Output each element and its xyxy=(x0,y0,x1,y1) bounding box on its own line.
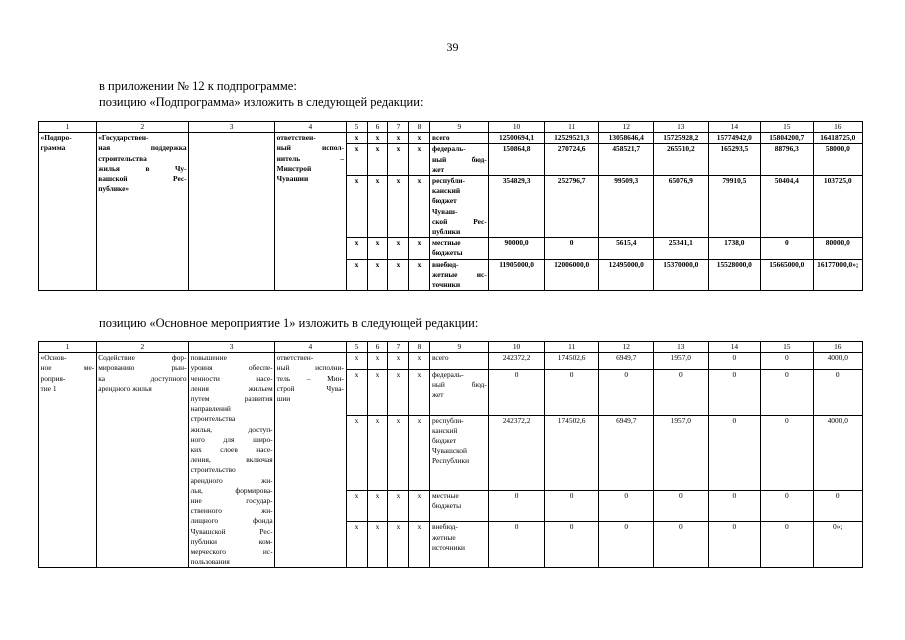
amount-cell: 0 xyxy=(813,491,862,522)
code-mark-cell: x xyxy=(346,176,367,238)
amount-cell: 79910,5 xyxy=(708,176,760,238)
cell-line: республи- xyxy=(431,176,465,186)
column-number-cell: 5 xyxy=(346,122,367,133)
amount-cell: 0 xyxy=(761,491,813,522)
amount-cell: 0 xyxy=(708,353,760,369)
amount-cell: 4000,0 xyxy=(813,415,862,491)
goal-cell xyxy=(189,353,275,568)
cell-line: строительства xyxy=(190,414,236,424)
amount-cell: 1957,0 xyxy=(654,353,709,369)
funding-source-cell xyxy=(430,353,489,369)
funding-source-cell xyxy=(430,238,489,259)
code-mark-cell: x xyxy=(346,491,367,522)
cell-line: ный бюд- xyxy=(431,154,487,164)
amount-cell: 12006000,0 xyxy=(544,259,599,291)
code-mark-cell: x xyxy=(367,133,388,144)
cell-line: ления, включая xyxy=(190,455,273,465)
cell-line: федераль- xyxy=(431,144,466,154)
code-mark-cell: x xyxy=(367,259,388,291)
amount-cell: 0 xyxy=(708,491,760,522)
column-number-cell: 16 xyxy=(813,342,862,353)
column-number-cell: 7 xyxy=(388,342,409,353)
cell-line: ка доступного xyxy=(98,373,187,383)
amount-cell: 99509,3 xyxy=(599,176,654,238)
code-mark-cell: x xyxy=(409,491,430,522)
amount-cell: 13058646,4 xyxy=(599,133,654,144)
cell-line: ный испол- xyxy=(276,143,345,153)
cell-line: Чувашии xyxy=(276,174,309,184)
code-mark-cell: x xyxy=(388,259,409,291)
code-mark-cell: x xyxy=(388,133,409,144)
code-mark-cell: x xyxy=(346,522,367,568)
code-mark-cell: x xyxy=(346,144,367,176)
column-number-cell: 2 xyxy=(96,122,188,133)
code-mark-cell: x xyxy=(367,415,388,491)
status-cell xyxy=(39,353,97,568)
amount-cell: 354829,3 xyxy=(489,176,545,238)
cell-line: жет xyxy=(431,164,445,174)
amount-cell: 150864,8 xyxy=(489,144,545,176)
cell-line: источники xyxy=(431,542,465,552)
amount-cell: 15804200,7 xyxy=(761,133,813,144)
amount-cell: 6949,7 xyxy=(599,415,654,491)
funding-row xyxy=(39,133,863,144)
code-mark-cell: x xyxy=(346,369,367,415)
code-mark-cell: x xyxy=(388,491,409,522)
code-mark-cell: x xyxy=(409,144,430,176)
cell-line: точники xyxy=(431,280,461,290)
amount-cell: 6949,7 xyxy=(599,353,654,369)
executor-cell xyxy=(275,133,346,291)
amount-cell: 80000,0 xyxy=(813,238,862,259)
cell-line: тель – Мин- xyxy=(276,373,345,383)
cell-line: ная поддержка xyxy=(98,143,187,153)
column-number-cell: 3 xyxy=(189,122,275,133)
column-number-cell: 14 xyxy=(708,342,760,353)
intro-text-measure-1: позицию «Основное мероприятие 1» изложить в следующей редакции: xyxy=(99,316,479,330)
column-number-cell: 15 xyxy=(761,122,813,133)
code-mark-cell: x xyxy=(409,259,430,291)
column-number-cell: 5 xyxy=(346,342,367,353)
column-number-cell: 16 xyxy=(813,122,862,133)
amount-cell: 15665000,0 xyxy=(761,259,813,291)
amount-cell: 252796,7 xyxy=(544,176,599,238)
column-number-cell: 11 xyxy=(544,122,599,133)
amount-cell: 0 xyxy=(599,369,654,415)
column-number-cell: 12 xyxy=(599,342,654,353)
amount-cell: 458521,7 xyxy=(599,144,654,176)
cell-line: «Подпро- xyxy=(40,133,72,143)
amount-cell: 0 xyxy=(761,369,813,415)
cell-line: строительство xyxy=(190,465,236,475)
funding-row xyxy=(39,353,863,369)
column-number-cell: 6 xyxy=(367,122,388,133)
amount-cell: 15774942,0 xyxy=(708,133,760,144)
funding-source-cell xyxy=(430,415,489,491)
cell-line: жилья в Чу- xyxy=(98,163,187,173)
amount-cell: 270724,6 xyxy=(544,144,599,176)
cell-line: всего xyxy=(431,133,450,143)
amount-cell: 0 xyxy=(544,522,599,568)
cell-line: ного для широ- xyxy=(190,434,273,444)
amount-cell: 0 xyxy=(544,491,599,522)
column-number-cell: 8 xyxy=(409,342,430,353)
cell-line: нитель – xyxy=(276,153,345,163)
code-mark-cell: x xyxy=(367,369,388,415)
amount-cell: 0 xyxy=(489,491,545,522)
goal-cell xyxy=(189,133,275,291)
amount-cell: 0 xyxy=(489,369,545,415)
cell-line: пользования xyxy=(190,557,230,567)
code-mark-cell: x xyxy=(367,238,388,259)
column-number-cell: 3 xyxy=(189,342,275,353)
code-mark-cell: x xyxy=(388,522,409,568)
cell-line: жетные xyxy=(431,532,456,542)
cell-line: повышение xyxy=(190,353,227,363)
cell-line: Чувашской Рес- xyxy=(190,526,273,536)
column-number-cell: 6 xyxy=(367,342,388,353)
code-mark-cell: x xyxy=(409,415,430,491)
amount-cell: 0 xyxy=(708,522,760,568)
cell-line: путем развития xyxy=(190,394,273,404)
amount-cell: 0 xyxy=(654,522,709,568)
code-mark-cell: x xyxy=(388,144,409,176)
cell-line: лья, формирова- xyxy=(190,485,273,495)
code-mark-cell: x xyxy=(367,353,388,369)
amount-cell: 15528000,0 xyxy=(708,259,760,291)
cell-line: жетные ис- xyxy=(431,269,487,279)
column-number-cell: 4 xyxy=(275,122,346,133)
column-number-cell: 10 xyxy=(489,122,545,133)
cell-line: строительства xyxy=(98,153,147,163)
code-mark-cell: x xyxy=(409,176,430,238)
column-number-cell: 1 xyxy=(39,122,97,133)
amount-cell: 0 xyxy=(761,522,813,568)
cell-line: бюджет xyxy=(431,196,457,206)
column-number-cell: 12 xyxy=(599,122,654,133)
column-number-cell: 13 xyxy=(654,342,709,353)
cell-line: Чуваш- xyxy=(431,206,458,216)
code-mark-cell: x xyxy=(409,238,430,259)
executor-cell xyxy=(275,353,346,568)
funding-source-cell xyxy=(430,369,489,415)
cell-line: уровня обеспе- xyxy=(190,363,273,373)
code-mark-cell: x xyxy=(346,415,367,491)
code-mark-cell: x xyxy=(346,133,367,144)
column-number-cell: 1 xyxy=(39,342,97,353)
cell-line: Республики xyxy=(431,456,470,466)
cell-line: канский xyxy=(431,425,458,435)
amount-cell: 174502,6 xyxy=(544,353,599,369)
funding-source-cell xyxy=(430,259,489,291)
amount-cell: 0 xyxy=(654,369,709,415)
code-mark-cell: x xyxy=(409,369,430,415)
amount-cell: 265510,2 xyxy=(654,144,709,176)
funding-source-cell xyxy=(430,491,489,522)
amount-cell: 88796,3 xyxy=(761,144,813,176)
amount-cell: 0 xyxy=(544,369,599,415)
code-mark-cell: x xyxy=(367,491,388,522)
amount-cell: 12495000,0 xyxy=(599,259,654,291)
cell-line: бюджеты xyxy=(431,501,462,511)
code-mark-cell: x xyxy=(346,353,367,369)
cell-line: Чувашской xyxy=(431,446,467,456)
amount-cell: 103725,0 xyxy=(813,176,862,238)
cell-line: внебюд- xyxy=(431,522,458,532)
cell-line: мерческого ис- xyxy=(190,547,273,557)
funding-source-cell xyxy=(430,522,489,568)
code-mark-cell: x xyxy=(367,522,388,568)
amount-cell: 16418725,0 xyxy=(813,133,862,144)
amount-cell: 58000,0 xyxy=(813,144,862,176)
amount-cell: 0 xyxy=(708,415,760,491)
cell-line: ской Рес- xyxy=(431,216,487,226)
cell-line: строй Чува- xyxy=(276,383,345,393)
cell-line: Минстрой xyxy=(276,163,312,173)
amount-cell: 0 xyxy=(708,369,760,415)
code-mark-cell: x xyxy=(367,176,388,238)
code-mark-cell: x xyxy=(388,369,409,415)
amount-cell: 5615,4 xyxy=(599,238,654,259)
column-number-row xyxy=(39,122,863,133)
code-mark-cell: x xyxy=(388,353,409,369)
amount-cell: 90000,0 xyxy=(489,238,545,259)
amount-cell: 1738,0 xyxy=(708,238,760,259)
amount-cell: 11905000,0 xyxy=(489,259,545,291)
cell-line: публики ком- xyxy=(190,536,273,546)
cell-line: грамма xyxy=(40,143,66,153)
cell-line: мированию рын- xyxy=(98,363,187,373)
code-mark-cell: x xyxy=(388,176,409,238)
amount-cell: 0 xyxy=(761,415,813,491)
cell-line: арендного жилья xyxy=(98,383,152,393)
cell-line: ное ме- xyxy=(40,363,95,373)
intro-text-appendix: в приложении № 12 к подпрограмме: xyxy=(99,79,297,93)
cell-line: местные xyxy=(431,491,459,501)
name-cell xyxy=(96,133,188,291)
amount-cell: 0 xyxy=(599,491,654,522)
code-mark-cell: x xyxy=(388,415,409,491)
amount-cell: 15725928,2 xyxy=(654,133,709,144)
cell-line: Содействие фор- xyxy=(98,353,187,363)
name-cell xyxy=(96,353,188,568)
code-mark-cell: x xyxy=(388,238,409,259)
column-number-cell: 2 xyxy=(96,342,188,353)
cell-line: республи- xyxy=(431,415,464,425)
amount-cell: 15370000,0 xyxy=(654,259,709,291)
cell-line: внебюд- xyxy=(431,259,459,269)
cell-line: шии xyxy=(276,394,291,404)
measure-1-funding-table xyxy=(38,341,863,568)
amount-cell: 0 xyxy=(761,353,813,369)
amount-cell: 174502,6 xyxy=(544,415,599,491)
cell-line: тие 1 xyxy=(40,383,57,393)
subprogram-funding-table xyxy=(38,121,863,291)
cell-line: всего xyxy=(431,353,449,363)
cell-line: ответствен- xyxy=(276,353,314,363)
cell-line: арендного жи- xyxy=(190,475,273,485)
column-number-cell: 8 xyxy=(409,122,430,133)
column-number-cell: 9 xyxy=(430,342,489,353)
column-number-cell: 10 xyxy=(489,342,545,353)
amount-cell: 0»; xyxy=(813,522,862,568)
amount-cell: 242372,2 xyxy=(489,415,545,491)
cell-line: ный исполни- xyxy=(276,363,345,373)
cell-line: ких слоев насе- xyxy=(190,445,273,455)
funding-source-cell xyxy=(430,144,489,176)
code-mark-cell: x xyxy=(346,238,367,259)
code-mark-cell: x xyxy=(346,259,367,291)
amount-cell: 4000,0 xyxy=(813,353,862,369)
amount-cell: 0 xyxy=(599,522,654,568)
column-number-cell: 13 xyxy=(654,122,709,133)
amount-cell: 0 xyxy=(544,238,599,259)
code-mark-cell: x xyxy=(409,353,430,369)
column-number-cell: 9 xyxy=(430,122,489,133)
cell-line: ления жильем xyxy=(190,383,273,393)
intro-text-subprogram: позицию «Подпрограмма» изложить в следующей редакции: xyxy=(99,95,424,109)
column-number-cell: 11 xyxy=(544,342,599,353)
cell-line: вашской Рес- xyxy=(98,174,187,184)
amount-cell: 16177000,0»; xyxy=(813,259,862,291)
cell-line: федераль- xyxy=(431,369,464,379)
column-number-cell: 7 xyxy=(388,122,409,133)
cell-line: бюджеты xyxy=(431,248,463,258)
cell-line: «Государствен- xyxy=(98,133,149,143)
cell-line: жилья, доступ- xyxy=(190,424,273,434)
cell-line: ченности насе- xyxy=(190,373,273,383)
cell-line: «Основ- xyxy=(40,353,67,363)
status-cell xyxy=(39,133,97,291)
code-mark-cell: x xyxy=(409,133,430,144)
funding-source-cell xyxy=(430,133,489,144)
column-number-cell: 14 xyxy=(708,122,760,133)
cell-line: ный бюд- xyxy=(431,379,487,389)
cell-line: ответствен- xyxy=(276,133,316,143)
cell-line: направлений xyxy=(190,404,231,414)
amount-cell: 65076,9 xyxy=(654,176,709,238)
code-mark-cell: x xyxy=(367,144,388,176)
cell-line: ственного жи- xyxy=(190,506,273,516)
amount-cell: 0 xyxy=(761,238,813,259)
amount-cell: 165293,5 xyxy=(708,144,760,176)
code-mark-cell: x xyxy=(409,522,430,568)
amount-cell: 12529521,3 xyxy=(544,133,599,144)
cell-line: канский xyxy=(431,186,461,196)
cell-line: бюджет xyxy=(431,435,457,445)
cell-line: публике» xyxy=(98,184,130,194)
cell-line: роприя- xyxy=(40,373,66,383)
amount-cell: 242372,2 xyxy=(489,353,545,369)
cell-line: ние государ- xyxy=(190,496,273,506)
column-number-cell: 15 xyxy=(761,342,813,353)
column-number-cell: 4 xyxy=(275,342,346,353)
amount-cell: 0 xyxy=(654,491,709,522)
cell-line: жет xyxy=(431,389,444,399)
amount-cell: 0 xyxy=(489,522,545,568)
page-number: 39 xyxy=(446,40,459,54)
column-number-row xyxy=(39,342,863,353)
amount-cell: 25341,1 xyxy=(654,238,709,259)
cell-line: лищного фонда xyxy=(190,516,273,526)
cell-line: публики xyxy=(431,227,461,237)
funding-source-cell xyxy=(430,176,489,238)
amount-cell: 50404,4 xyxy=(761,176,813,238)
amount-cell: 1957,0 xyxy=(654,415,709,491)
amount-cell: 0 xyxy=(813,369,862,415)
cell-line: местные xyxy=(431,238,461,248)
amount-cell: 12500694,1 xyxy=(489,133,545,144)
